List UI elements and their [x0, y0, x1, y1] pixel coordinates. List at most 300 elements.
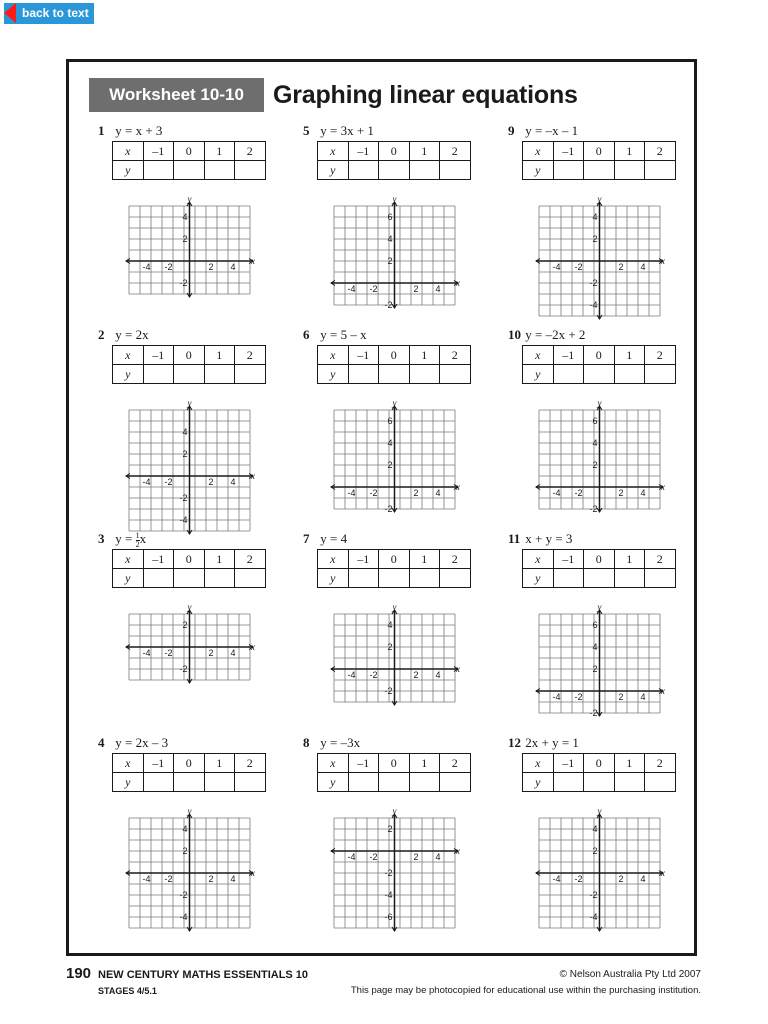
problem-title [508, 327, 585, 343]
x-value-cell: 1 [409, 142, 440, 161]
y-answer-cell[interactable] [614, 569, 645, 588]
xy-table [317, 753, 471, 792]
xy-table [522, 345, 676, 384]
y-answer-cell[interactable] [614, 773, 645, 792]
y-tick-label: -4 [384, 890, 393, 900]
y-answer-cell[interactable] [174, 569, 205, 588]
x-tick-label: 2 [618, 262, 624, 272]
y-answer-cell[interactable] [409, 569, 440, 588]
y-answer-cell[interactable] [584, 569, 615, 588]
y-tick-label: 4 [387, 234, 393, 244]
x-tick-label: -4 [552, 262, 561, 272]
y-tick-label: -6 [384, 912, 393, 922]
y-answer-cell[interactable] [143, 161, 174, 180]
x-value-cell: –1 [348, 550, 379, 569]
x-axis-label: x [251, 642, 255, 652]
problem-5 [303, 123, 473, 318]
problem-8 [303, 735, 473, 930]
y-answer-cell[interactable] [584, 365, 615, 384]
x-tick-label: -2 [369, 670, 378, 680]
y-answer-cell[interactable] [440, 569, 471, 588]
y-axis-label: y [392, 398, 397, 408]
x-value-cell: 0 [174, 142, 205, 161]
x-header: x [523, 754, 554, 773]
xy-table [317, 345, 471, 384]
y-header: y [113, 569, 144, 588]
x-tick-label: -4 [552, 488, 561, 498]
worksheet-badge: Worksheet 10-10 [89, 78, 264, 112]
y-tick-label: 2 [387, 256, 393, 266]
y-tick-label: 2 [182, 620, 188, 630]
y-axis-label: y [392, 602, 397, 612]
x-tick-label: -4 [347, 488, 356, 498]
problem-number: 9 [508, 123, 515, 138]
equation: y = –3x [320, 735, 361, 750]
problem-number: 3 [98, 531, 105, 546]
x-tick-label: 4 [640, 262, 646, 272]
equation: y = 3x + 1 [320, 123, 374, 138]
x-value-cell: –1 [553, 142, 584, 161]
y-axis-label: y [597, 398, 602, 408]
problem-number: 7 [303, 531, 310, 546]
x-value-cell: 0 [584, 346, 615, 365]
problem-3 [98, 531, 268, 726]
y-answer-cell[interactable] [348, 161, 379, 180]
y-answer-cell[interactable] [614, 161, 645, 180]
y-answer-cell[interactable] [409, 365, 440, 384]
problem-title [98, 531, 146, 549]
x-axis-label: x [661, 868, 665, 878]
x-value-cell: 2 [235, 550, 266, 569]
y-tick-label: -2 [384, 868, 393, 878]
y-axis-label: y [187, 398, 192, 408]
y-answer-cell[interactable] [235, 161, 266, 180]
y-tick-label: 6 [387, 416, 393, 426]
x-tick-label: 2 [208, 648, 214, 658]
x-value-cell: 1 [614, 346, 645, 365]
y-header: y [318, 569, 349, 588]
x-value-cell: 2 [440, 346, 471, 365]
back-to-text-button[interactable] [4, 3, 94, 24]
y-answer-cell[interactable] [204, 569, 235, 588]
y-answer-cell[interactable] [348, 773, 379, 792]
y-header: y [318, 161, 349, 180]
x-tick-label: 4 [435, 284, 441, 294]
y-answer-cell[interactable] [614, 365, 645, 384]
x-tick-label: -2 [574, 692, 583, 702]
x-tick-label: -4 [142, 874, 151, 884]
x-value-cell: 2 [235, 754, 266, 773]
x-tick-label: 4 [640, 692, 646, 702]
x-value-cell: –1 [143, 754, 174, 773]
x-axis-label: x [456, 846, 460, 856]
x-value-cell: 0 [584, 754, 615, 773]
equation: 2x + y = 1 [525, 735, 579, 750]
x-tick-label: 2 [618, 874, 624, 884]
equation: y = 2x [115, 327, 149, 342]
xy-table [317, 141, 471, 180]
x-axis-label: x [661, 686, 665, 696]
x-tick-label: 4 [435, 852, 441, 862]
y-answer-cell[interactable] [379, 773, 410, 792]
x-tick-label: 4 [230, 477, 236, 487]
footer-photocopy-note: This page may be photocopied for educational use within the purchasing institution. [350, 985, 701, 996]
problem-number: 1 [98, 123, 105, 138]
equation: y = –x – 1 [525, 123, 579, 138]
problem-number: 10 [508, 327, 521, 342]
y-answer-cell[interactable] [409, 161, 440, 180]
x-value-cell: 1 [409, 754, 440, 773]
coordinate-grid[interactable] [330, 602, 467, 708]
coordinate-grid[interactable] [535, 806, 672, 934]
coordinate-grid[interactable] [535, 398, 672, 515]
x-value-cell: 2 [645, 142, 676, 161]
y-tick-label: 6 [592, 416, 598, 426]
y-answer-cell[interactable] [174, 365, 205, 384]
y-tick-label: -2 [179, 890, 188, 900]
y-tick-label: 4 [592, 212, 598, 222]
x-axis-label: x [251, 256, 255, 266]
problem-title [98, 123, 162, 139]
y-answer-cell[interactable] [553, 161, 584, 180]
y-answer-cell[interactable] [440, 773, 471, 792]
y-tick-label: 4 [387, 438, 393, 448]
x-axis-label: x [456, 664, 460, 674]
coordinate-grid[interactable] [330, 398, 467, 515]
x-header: x [318, 142, 349, 161]
y-answer-cell[interactable] [204, 773, 235, 792]
coordinate-grid[interactable] [535, 602, 672, 719]
coordinate-grid[interactable] [125, 398, 262, 537]
x-value-cell: 2 [645, 346, 676, 365]
problem-10 [508, 327, 678, 522]
y-header: y [318, 365, 349, 384]
x-axis-label: x [456, 278, 460, 288]
x-value-cell: 2 [440, 754, 471, 773]
x-tick-label: 4 [435, 670, 441, 680]
x-header: x [113, 550, 144, 569]
problem-title [508, 735, 579, 751]
problem-number: 11 [508, 531, 521, 546]
equation: y = 5 – x [320, 327, 367, 342]
x-tick-label: -4 [347, 670, 356, 680]
y-tick-label: -2 [179, 493, 188, 503]
y-tick-label: -2 [589, 708, 598, 718]
problem-number: 6 [303, 327, 310, 342]
xy-table [112, 141, 266, 180]
coordinate-grid[interactable] [535, 194, 672, 322]
x-tick-label: 2 [208, 262, 214, 272]
x-tick-label: -4 [552, 874, 561, 884]
x-tick-label: 2 [413, 852, 419, 862]
xy-table [522, 549, 676, 588]
y-tick-label: -4 [179, 912, 188, 922]
y-answer-cell[interactable] [143, 569, 174, 588]
x-value-cell: –1 [348, 142, 379, 161]
footer-page-number: 190 [66, 965, 92, 982]
x-header: x [523, 142, 554, 161]
y-answer-cell[interactable] [584, 773, 615, 792]
x-value-cell: 2 [440, 550, 471, 569]
y-tick-label: 4 [387, 620, 393, 630]
y-answer-cell[interactable] [235, 569, 266, 588]
x-value-cell: 2 [235, 346, 266, 365]
problem-12 [508, 735, 678, 930]
x-axis-label: x [456, 482, 460, 492]
x-value-cell: 0 [379, 346, 410, 365]
x-value-cell: 0 [584, 550, 615, 569]
x-value-cell: –1 [348, 346, 379, 365]
x-tick-label: -4 [142, 262, 151, 272]
x-value-cell: 0 [174, 346, 205, 365]
problem-title [303, 735, 360, 751]
y-tick-label: 2 [592, 846, 598, 856]
x-value-cell: 1 [409, 346, 440, 365]
x-value-cell: 2 [645, 550, 676, 569]
equation: y = 2x – 3 [115, 735, 169, 750]
y-answer-cell[interactable] [440, 161, 471, 180]
y-header: y [113, 773, 144, 792]
problem-2 [98, 327, 268, 525]
problem-4 [98, 735, 268, 930]
y-tick-label: -2 [589, 504, 598, 514]
footer-stages: STAGES 4/5.1 [98, 986, 157, 996]
y-answer-cell[interactable] [440, 365, 471, 384]
x-value-cell: 0 [174, 754, 205, 773]
x-tick-label: -2 [574, 874, 583, 884]
coordinate-grid[interactable] [125, 602, 262, 686]
y-tick-label: 4 [182, 427, 188, 437]
y-tick-label: -2 [179, 664, 188, 674]
y-tick-label: 4 [592, 438, 598, 448]
x-tick-label: -2 [164, 477, 173, 487]
y-tick-label: -2 [589, 890, 598, 900]
y-header: y [523, 161, 554, 180]
x-axis-label: x [251, 471, 255, 481]
y-header: y [113, 161, 144, 180]
x-header: x [523, 550, 554, 569]
x-tick-label: 2 [413, 670, 419, 680]
y-axis-label: y [392, 806, 397, 816]
x-tick-label: 2 [413, 284, 419, 294]
problem-title [98, 327, 149, 343]
x-tick-label: 2 [413, 488, 419, 498]
x-tick-label: 2 [208, 477, 214, 487]
back-arrow-icon [4, 3, 16, 23]
worksheet-title: Graphing linear equations [273, 81, 578, 109]
x-tick-label: -2 [164, 874, 173, 884]
x-tick-label: -4 [347, 852, 356, 862]
xy-table [112, 345, 266, 384]
y-tick-label: 2 [387, 642, 393, 652]
problem-number: 2 [98, 327, 105, 342]
y-answer-cell[interactable] [348, 569, 379, 588]
xy-table [317, 549, 471, 588]
x-value-cell: –1 [143, 142, 174, 161]
y-tick-label: 4 [182, 212, 188, 222]
problem-number: 5 [303, 123, 310, 138]
y-tick-label: 2 [387, 824, 393, 834]
xy-table [522, 141, 676, 180]
y-tick-label: 2 [387, 460, 393, 470]
y-tick-label: -4 [179, 515, 188, 525]
coordinate-grid[interactable] [125, 194, 262, 300]
problem-11 [508, 531, 678, 726]
y-tick-label: 2 [592, 460, 598, 470]
x-tick-label: -2 [164, 262, 173, 272]
y-answer-cell[interactable] [235, 773, 266, 792]
x-value-cell: –1 [553, 550, 584, 569]
xy-table [112, 549, 266, 588]
x-tick-label: 4 [640, 488, 646, 498]
x-value-cell: 1 [614, 550, 645, 569]
y-answer-cell[interactable] [379, 569, 410, 588]
x-value-cell: 0 [174, 550, 205, 569]
problem-7 [303, 531, 473, 726]
x-value-cell: 1 [204, 346, 235, 365]
y-answer-cell[interactable] [174, 773, 205, 792]
back-button-label: back to text [22, 6, 89, 20]
x-value-cell: 0 [379, 550, 410, 569]
y-header: y [523, 569, 554, 588]
fraction-denominator: 2 [135, 539, 140, 549]
y-answer-cell[interactable] [143, 773, 174, 792]
x-tick-label: -4 [347, 284, 356, 294]
x-tick-label: -2 [164, 648, 173, 658]
y-axis-label: y [597, 602, 602, 612]
y-answer-cell[interactable] [348, 365, 379, 384]
x-tick-label: -2 [369, 284, 378, 294]
x-value-cell: 0 [379, 754, 410, 773]
y-tick-label: -2 [179, 278, 188, 288]
problem-9 [508, 123, 678, 318]
x-header: x [318, 550, 349, 569]
y-answer-cell[interactable] [645, 773, 676, 792]
footer-book-title: NEW CENTURY MATHS ESSENTIALS 10 [98, 969, 309, 981]
problem-6 [303, 327, 473, 522]
problem-number: 12 [508, 735, 521, 750]
equation-prefix: y = [115, 531, 136, 546]
y-tick-label: 4 [592, 824, 598, 834]
y-tick-label: 2 [592, 664, 598, 674]
x-tick-label: 2 [618, 488, 624, 498]
x-header: x [113, 754, 144, 773]
problem-1 [98, 123, 268, 318]
x-tick-label: 4 [230, 874, 236, 884]
y-axis-label: y [597, 806, 602, 816]
y-answer-cell[interactable] [174, 161, 205, 180]
y-header: y [523, 365, 554, 384]
y-answer-cell[interactable] [409, 773, 440, 792]
y-answer-cell[interactable] [553, 773, 584, 792]
problem-title [303, 123, 374, 139]
x-tick-label: 4 [435, 488, 441, 498]
x-tick-label: -4 [142, 648, 151, 658]
y-axis-label: y [187, 806, 192, 816]
y-tick-label: -2 [384, 300, 393, 310]
equation: y = x + 3 [115, 123, 163, 138]
y-axis-label: y [187, 602, 192, 612]
x-header: x [318, 754, 349, 773]
x-value-cell: 1 [204, 142, 235, 161]
y-tick-label: -2 [384, 504, 393, 514]
fraction-numerator: 1 [135, 530, 140, 540]
x-value-cell: –1 [143, 346, 174, 365]
y-tick-label: 6 [592, 620, 598, 630]
x-value-cell: 0 [379, 142, 410, 161]
x-value-cell: 1 [614, 142, 645, 161]
footer-copyright: © Nelson Australia Pty Ltd 2007 [559, 969, 701, 980]
y-tick-label: 4 [182, 824, 188, 834]
x-tick-label: -2 [369, 852, 378, 862]
y-answer-cell[interactable] [553, 365, 584, 384]
x-value-cell: 2 [235, 142, 266, 161]
y-header: y [113, 365, 144, 384]
x-value-cell: –1 [553, 346, 584, 365]
x-axis-label: x [661, 256, 665, 266]
x-axis-label: x [661, 482, 665, 492]
y-tick-label: -4 [589, 912, 598, 922]
y-header: y [318, 773, 349, 792]
y-axis-label: y [187, 194, 192, 204]
coordinate-grid[interactable] [330, 806, 467, 934]
xy-table [522, 753, 676, 792]
y-header: y [523, 773, 554, 792]
y-tick-label: 2 [592, 234, 598, 244]
problem-title [98, 735, 168, 751]
y-answer-cell[interactable] [204, 161, 235, 180]
problem-number: 4 [98, 735, 105, 750]
x-value-cell: –1 [143, 550, 174, 569]
equation: y = –2x + 2 [525, 327, 586, 342]
equation-suffix: x [139, 531, 147, 546]
y-axis-label: y [597, 194, 602, 204]
y-tick-label: 2 [182, 846, 188, 856]
y-answer-cell[interactable] [645, 161, 676, 180]
y-answer-cell[interactable] [204, 365, 235, 384]
x-tick-label: -4 [552, 692, 561, 702]
y-answer-cell[interactable] [645, 569, 676, 588]
problem-title [508, 531, 572, 547]
problem-number: 8 [303, 735, 310, 750]
y-answer-cell[interactable] [553, 569, 584, 588]
x-value-cell: 1 [204, 754, 235, 773]
x-tick-label: -4 [142, 477, 151, 487]
x-tick-label: -2 [574, 262, 583, 272]
y-answer-cell[interactable] [143, 365, 174, 384]
x-value-cell: 0 [584, 142, 615, 161]
equation: y = 4 [320, 531, 348, 546]
xy-table [112, 753, 266, 792]
x-tick-label: 2 [208, 874, 214, 884]
x-value-cell: 2 [440, 142, 471, 161]
y-answer-cell[interactable] [379, 161, 410, 180]
y-answer-cell[interactable] [235, 365, 266, 384]
x-header: x [523, 346, 554, 365]
x-value-cell: –1 [553, 754, 584, 773]
problem-title [303, 531, 347, 547]
x-tick-label: -2 [369, 488, 378, 498]
x-tick-label: -2 [574, 488, 583, 498]
coordinate-grid[interactable] [125, 806, 262, 934]
coordinate-grid[interactable] [330, 194, 467, 311]
y-tick-label: 2 [182, 449, 188, 459]
y-answer-cell[interactable] [645, 365, 676, 384]
y-answer-cell[interactable] [379, 365, 410, 384]
y-answer-cell[interactable] [584, 161, 615, 180]
x-value-cell: 1 [409, 550, 440, 569]
x-axis-label: x [251, 868, 255, 878]
